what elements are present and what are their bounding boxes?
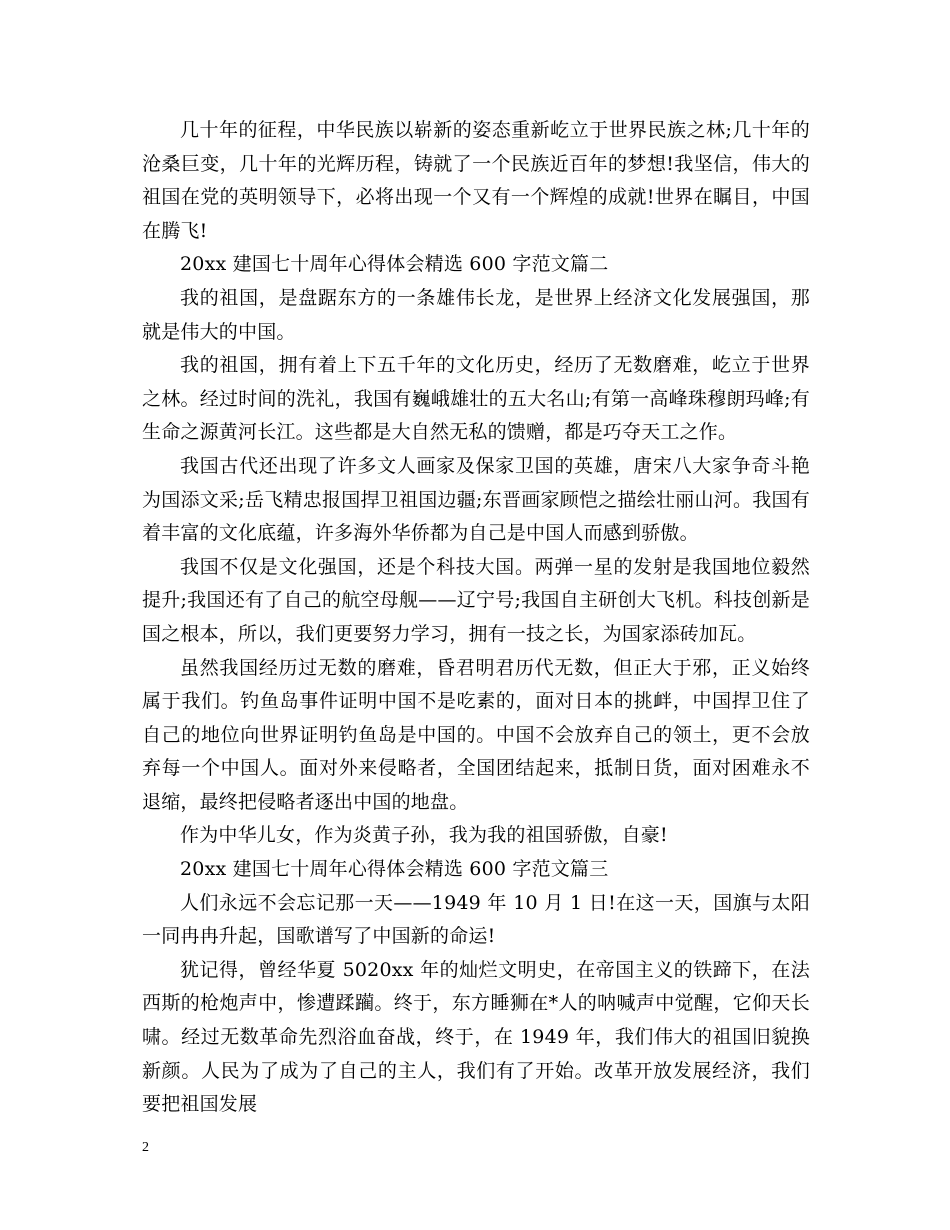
page-number: 2 <box>142 1140 149 1155</box>
paragraph: 我的祖国，拥有着上下五千年的文化历史，经历了无数磨难，屹立于世界之林。经过时间的洗礼，我国有巍峨雄壮的五大名山;有第一高峰珠穆朗玛峰;有生命之源黄河长江。这些都是大自然无私的馈赠，都是巧夺天工之作。 <box>142 354 810 444</box>
paragraph: 我的祖国，是盘踞东方的一条雄伟长龙，是世界上经济文化发展强国，那就是伟大的中国。 <box>142 286 810 343</box>
section-heading: 20xx 建国七十周年心得体会精选 600 字范文篇二 <box>180 253 609 276</box>
paragraph: 我国不仅是文化强国，还是个科技大国。两弹一星的发射是我国地位毅然提升;我国还有了自己的航空母舰——辽宁号;我国自主研创大飞机。科技创新是国之根本，所以，我们更要努力学习，拥有一技之长，为国家添砖加瓦。 <box>142 555 810 645</box>
paragraph: 人们永远不会忘记那一天——1949 年 10 月 1 日!在这一天，国旗与太阳一同冉冉升起，国歌谱写了中国新的命运! <box>142 891 810 948</box>
section-heading: 20xx 建国七十周年心得体会精选 600 字范文篇三 <box>180 858 609 881</box>
paragraph: 虽然我国经历过无数的磨难，昏君明君历代无数，但正大于邪，正义始终属于我们。钓鱼岛事件证明中国不是吃素的，面对日本的挑衅，中国捍卫住了自己的地位向世界证明钓鱼岛是中国的。中国不会放弃自己的领土，更不会放弃每一个中国人。面对外来侵略者，全国团结起来，抵制日货，面对困难永不退缩，最终把侵略者逐出中国的地盘。 <box>142 656 810 813</box>
document-body <box>142 114 810 1122</box>
paragraph: 犹记得，曾经华夏 5020xx 年的灿烂文明史，在帝国主义的铁蹄下，在法西斯的枪炮声中，惨遭蹂躏。终于，东方睡狮在*人的呐喊声中觉醒，它仰天长啸。经过无数革命先烈浴血奋战，终于，在 1949 年，我们伟大的祖国旧貌换新颜。人民为了成为了自己的主人，我们有了开始。改革开放发展经济，我们要把祖国发展 <box>142 958 810 1116</box>
paragraph: 我国古代还出现了许多文人画家及保家卫国的英雄，唐宋八大家争奇斗艳为国添文采;岳飞精忠报国捍卫祖国边疆;东晋画家顾恺之描绘壮丽山河。我国有着丰富的文化底蕴，许多海外华侨都为自己是中国人而感到骄傲。 <box>142 454 810 545</box>
paragraph: 几十年的征程，中华民族以崭新的姿态重新屹立于世界民族之林;几十年的沧桑巨变，几十年的光辉历程，铸就了一个民族近百年的梦想!我坚信，伟大的祖国在党的英明领导下，必将出现一个又有一个辉煌的成就!世界在瞩目，中国在腾飞! <box>142 119 810 242</box>
paragraph: 作为中华儿女，作为炎黄子孙，我为我的祖国骄傲，自豪! <box>180 824 668 847</box>
